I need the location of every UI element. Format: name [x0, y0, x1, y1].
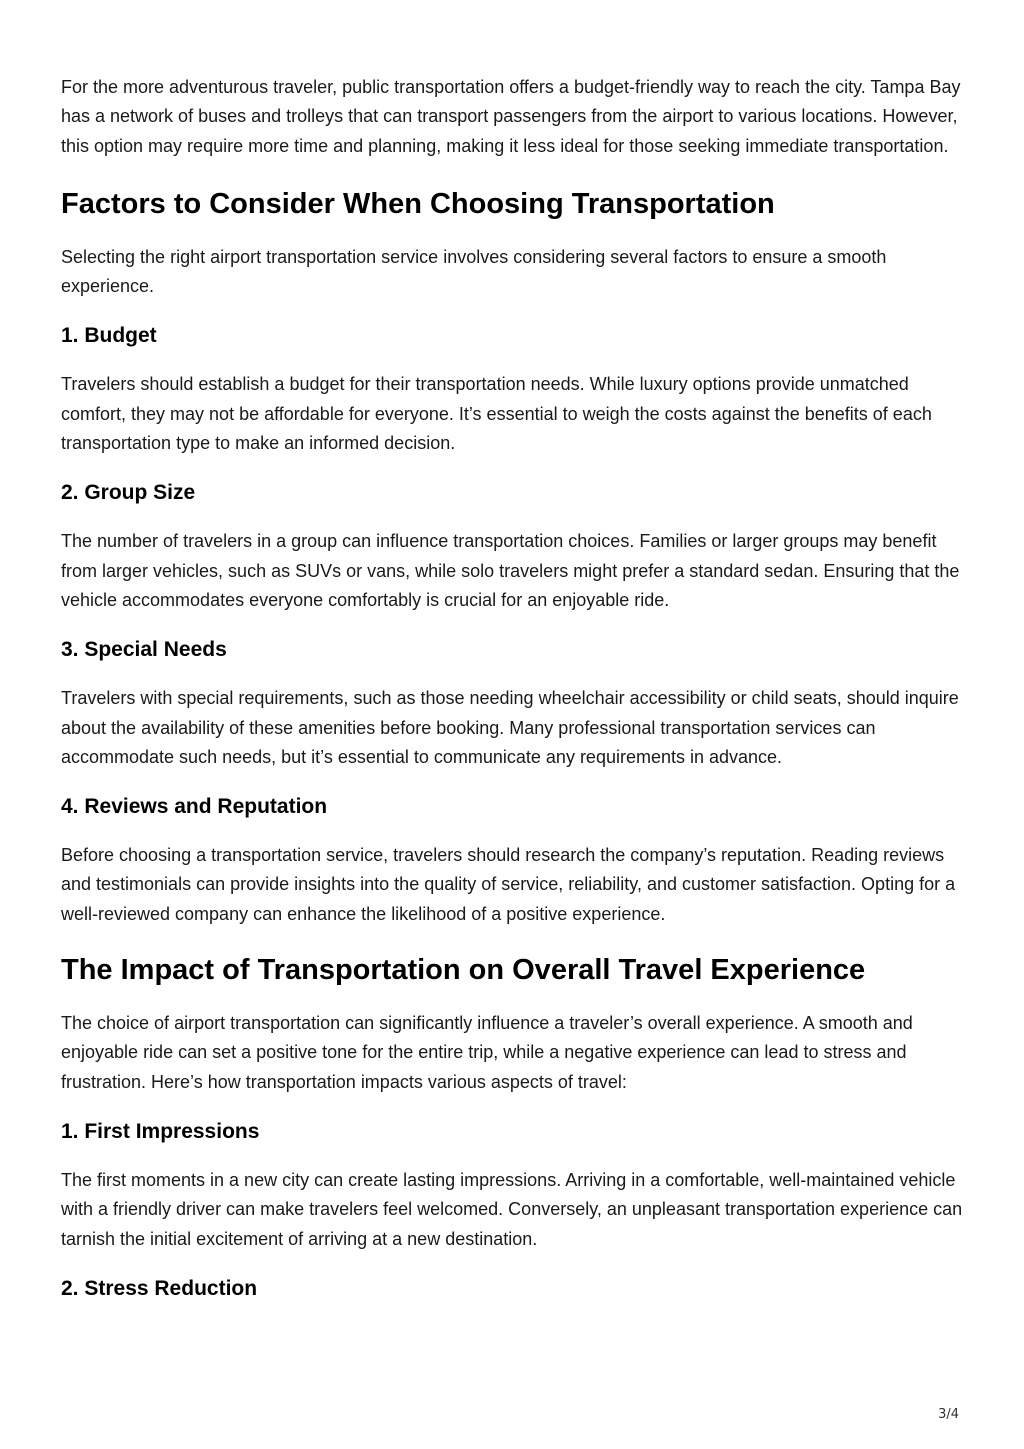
- section-heading-impact: The Impact of Transportation on Overall Travel Experience: [61, 954, 866, 987]
- group-size-paragraph: The number of travelers in a group can influence transportation choices. Families or larger groups may benefit from larger vehicles, such as SUVs or vans, while solo travelers might prefer a standard sedan. Ensuring that the vehicle accommodates everyone comfortably is crucial for an enjoyable ride.: [61, 531, 960, 610]
- first-impressions-paragraph: The first moments in a new city can create lasting impressions. Arriving in a comfortable, well-maintained vehicle with a friendly driver can make travelers feel welcomed. Conversely, an unpleasant transportation experience can tarnish the initial excitement of arriving at a new destination.: [61, 1169, 963, 1249]
- section-heading-factors: Factors to Consider When Choosing Transportation: [61, 187, 775, 220]
- subheading-budget: 1. Budget: [61, 324, 157, 348]
- special-needs-paragraph: Travelers with special requirements, such as those needing wheelchair accessibility or child seats, should inquire about the availability of these amenities before booking. Many professional transportation services can accommodate such needs, but it’s essential to communicate any requirements in advance.: [61, 688, 959, 767]
- document-page: [61, 73, 971, 1302]
- factors-intro-paragraph: Selecting the right airport transportation service involves considering several factors to ensure a smooth experience.: [61, 246, 887, 297]
- intro-paragraph: For the more adventurous traveler, public transportation offers a budget-friendly way to reach the city. Tampa Bay has a network of buses and trolleys that can transport passengers from the airport to various locations. However, this option may require more time and planning, making it less ideal for those seeking immediate transportation.: [61, 77, 961, 156]
- subheading-first-impressions: 1. First Impressions: [61, 1119, 260, 1143]
- impact-intro-paragraph: The choice of airport transportation can significantly influence a traveler’s overall experience. A smooth and enjoyable ride can set a positive tone for the entire trip, while a negative experience can lead to stress and frustration. Here’s how transportation impacts various aspects of travel:: [61, 1013, 913, 1092]
- page-number: 3/4: [938, 1407, 959, 1422]
- subheading-special-needs: 3. Special Needs: [61, 638, 227, 662]
- reviews-reputation-paragraph: Before choosing a transportation service, travelers should research the company’s reputation. Reading reviews and testimonials can provide insights into the quality of service, reliability, and customer satisfaction. Opting for a well-reviewed company can enhance the likelihood of a positive experience.: [61, 845, 956, 924]
- subheading-group-size: 2. Group Size: [61, 481, 196, 505]
- subheading-reviews-reputation: 4. Reviews and Reputation: [61, 795, 328, 819]
- subheading-stress-reduction: 2. Stress Reduction: [61, 1276, 258, 1300]
- budget-paragraph: Travelers should establish a budget for their transportation needs. While luxury options provide unmatched comfort, they may not be affordable for everyone. It’s essential to weigh the costs against the benefits of each transportation type to make an informed decision.: [61, 374, 932, 454]
